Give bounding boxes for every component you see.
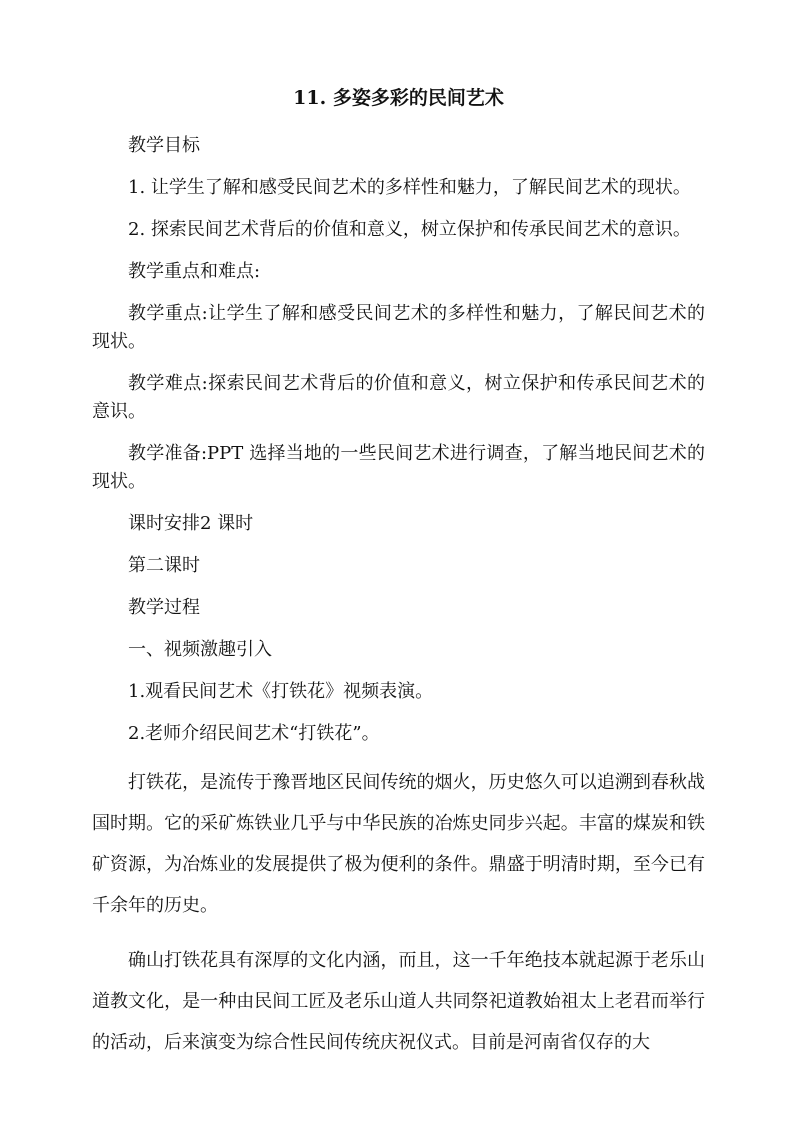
section-heading-key-points: 教学重点和难点: (128, 261, 261, 282)
step-item-1: 1.观看民间艺术《打铁花》视频表演。 (128, 681, 434, 702)
lesson-label: 第二课时 (128, 555, 200, 576)
section-heading-process: 教学过程 (128, 597, 200, 618)
step-item-2: 2.老师介绍民间艺术“打铁花”。 (128, 723, 380, 744)
preparation-text: 教学准备:PPT 选择当地的一些民间艺术进行调查，了解当地民间艺术的现状。 (92, 443, 705, 492)
paragraph-gap (92, 926, 705, 940)
document-body (92, 84, 705, 1063)
difficulty-text: 教学难点:探索民间艺术背后的价值和意义，树立保护和传承民间艺术的意识。 (92, 373, 705, 422)
paragraph-culture: 确山打铁花具有深厚的文化内涵，而且，这一千年绝技本就起源于老乐山道教文化，是一种由民间工匠及老乐山道人共同祭祀道教始祖太上老君而举行的活动，后来演变为综合性民间传统庆祝仪式。目前是河南省仅存的大 (92, 950, 705, 1053)
key-point-text: 教学重点:让学生了解和感受民间艺术的多样性和魅力，了解民间艺术的现状。 (92, 303, 705, 352)
step-heading-intro: 一、视频激趣引入 (128, 639, 272, 660)
objective-item-2: 2. 探索民间艺术背后的价值和意义，树立保护和传承民间艺术的意识。 (128, 219, 691, 240)
section-heading-objectives: 教学目标 (128, 135, 200, 156)
objective-item-1: 1. 让学生了解和感受民间艺术的多样性和魅力，了解民间艺术的现状。 (128, 177, 691, 198)
paragraph-history: 打铁花，是流传于豫晋地区民间传统的烟火，历史悠久可以追溯到春秋战国时期。它的采矿炼铁业几乎与中华民族的冶炼史同步兴起。丰富的煤炭和铁矿资源，为冶炼业的发展提供了极为便利的条件。鼎盛于明清时期，至今已有千余年的历史。 (92, 772, 705, 916)
schedule-text: 课时安排2 课时 (128, 513, 254, 534)
document-title: 11. 多姿多彩的民间艺术 (293, 87, 504, 109)
